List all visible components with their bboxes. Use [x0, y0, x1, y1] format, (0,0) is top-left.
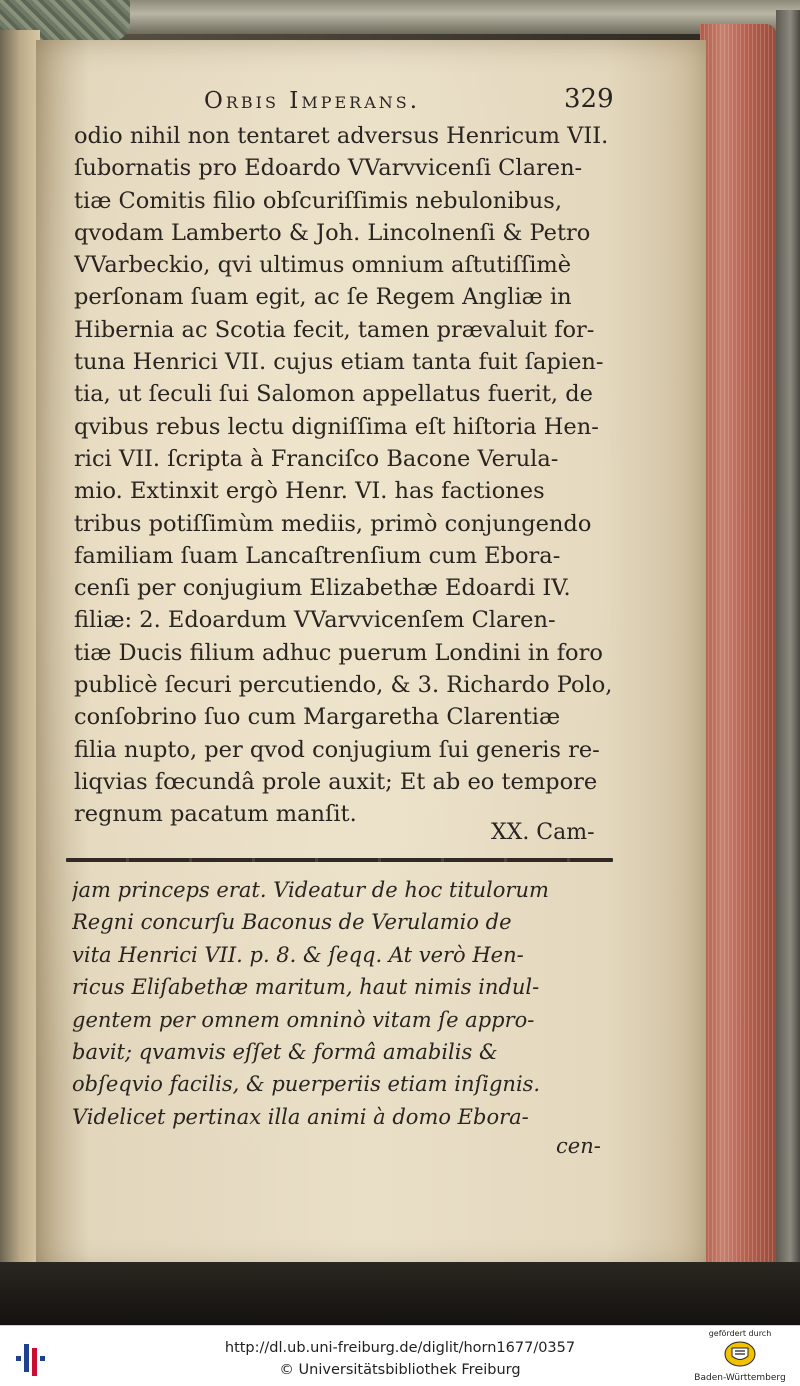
sponsor-label: gefördert durch [708, 1329, 772, 1338]
main-text-block [74, 120, 654, 831]
text-line: filiæ: 2. Edoardum VVarvvicenſem Claren- [74, 607, 556, 634]
copyright-notice: © Universitätsbibliothek Freiburg [279, 1362, 521, 1378]
note-line: bavit; qvamvis eſſet & formâ amabilis & [72, 1039, 498, 1064]
sponsor-block [690, 1329, 800, 1385]
text-line: odio nihil non tentaret adversus Henricum VII. [74, 123, 609, 149]
book-spine-right [776, 10, 800, 1290]
text-line: filia nupto, per qvod conjugium ſui generis re- [74, 736, 600, 763]
running-title: Orbis Imperans. [204, 88, 421, 114]
footnote-catchword: cen- [556, 1134, 601, 1158]
note-line: Regni concurſu Baconus de Verulamio de [72, 910, 512, 935]
note-line: gentem per omnem omninò vitam ſe appro- [72, 1007, 535, 1032]
text-line: liqvias fœcundâ prole auxit; Et ab eo tempore [74, 768, 598, 795]
note-line: Videlicet pertinax illa animi à domo Ebora- [72, 1104, 529, 1129]
footnote-rule [66, 858, 613, 862]
permalink-url[interactable]: http://dl.ub.uni-freiburg.de/diglit/horn1677/0357 [224, 1340, 576, 1356]
text-line: publicè ſecuri percutiendo, & 3. Richardo Polo, [74, 672, 613, 699]
baden-wuerttemberg-crest-icon [724, 1341, 756, 1367]
text-line: Hibernia ac Scotia fecit, tamen prævaluit for- [74, 316, 595, 343]
note-line: ricus Eliſabethæ maritum, haut nimis indul- [72, 975, 540, 1000]
viewer-footer [0, 1325, 800, 1386]
text-line: mio. Extinxit ergò Henr. VI. has factiones [74, 478, 545, 505]
text-line: tia, ut ſeculi ſui Salomon appellatus fuerit, de [74, 381, 593, 408]
note-line: jam princeps erat. Videatur de hoc titulorum [72, 878, 549, 902]
book-page [36, 40, 706, 1272]
text-line: familiam ſuam Lancaſtrenſium cum Ebora- [74, 542, 561, 569]
note-line: obſeqvio facilis, & puerperiis etiam inſignis. [72, 1072, 541, 1097]
page-block-edge [700, 24, 776, 1274]
text-line: qvodam Lamberto & Joh. Lincolnenſi & Petro [74, 219, 591, 246]
catchword: XX. Cam- [491, 820, 595, 845]
page-number: 329 [564, 84, 614, 114]
text-line: conſobrino ſuo cum Margaretha Clarentiæ [74, 704, 561, 731]
text-line: tiæ Comitis filio obſcuriſſimis nebulonibus, [74, 187, 562, 214]
sponsor-name: Baden-Württemberg [694, 1373, 786, 1383]
note-line: vita Henrici VII. p. 8. & ſeqq. At verò Hen- [72, 942, 524, 967]
text-line: tiæ Ducis filium adhuc puerum Londini in foro [74, 639, 603, 666]
scan-bottom-shadow [0, 1262, 800, 1325]
text-line: ſubornatis pro Edoardo VVarvvicenſi Claren- [74, 155, 583, 182]
text-line: tribus potiſſimùm mediis, primò conjungendo [74, 510, 592, 537]
text-line: qvibus rebus lectu digniſſima eſt hiſtoria Hen- [74, 413, 599, 440]
text-line: VVarbeckio, qvi ultimus omnium aſtutiſſimè [74, 252, 572, 279]
text-line: perſonam ſuam egit, ac ſe Regem Angliæ in [74, 284, 572, 311]
text-line: rici VII. ſcripta à Franciſco Bacone Verula- [74, 445, 559, 472]
text-line: tuna Henrici VII. cujus etiam tanta fuit ſapien- [74, 349, 604, 376]
footnote-text-block [72, 874, 650, 1133]
previous-page-edge [0, 30, 40, 1270]
text-line: regnum pacatum manſit. [74, 801, 357, 828]
text-line: cenſi per conjugium Elizabethæ Edoardi IV. [74, 575, 571, 602]
